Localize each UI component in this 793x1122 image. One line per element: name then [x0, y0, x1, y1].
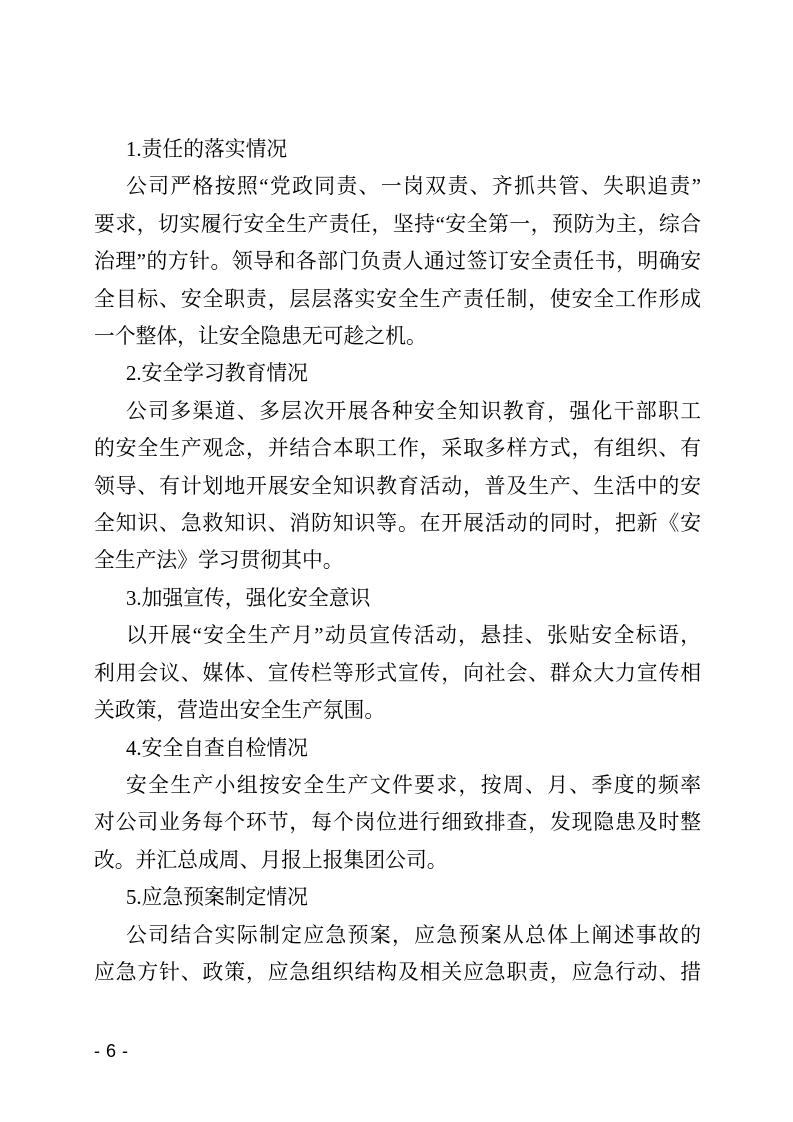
- body-paragraph: [94, 617, 701, 729]
- text-line: 4.安全自查自检情况: [126, 736, 308, 760]
- text-line: 公司结合实际制定应急预案，应急预案从总体上阐述事故的: [126, 923, 701, 947]
- text-line: 1.责任的落实情况: [126, 138, 288, 161]
- section-heading: [94, 580, 701, 617]
- text-line: 利用会议、媒体、宣传栏等形式宣传，向社会、群众大力宣传相: [94, 661, 701, 685]
- section-heading: [94, 355, 701, 392]
- text-line: 公司多渠道、多层次开展各种安全知识教育，强化干部职工: [126, 399, 701, 423]
- text-line: 全目标、安全职责，层层落实安全生产责任制，使安全工作形成: [94, 287, 701, 311]
- text-line: 全生产法》学习贯彻其中。: [94, 549, 344, 573]
- text-line: 以开展“安全生产月”动员宣传活动，悬挂、张贴安全标语，: [126, 624, 701, 648]
- section-heading: [94, 730, 701, 767]
- text-line: 要求，切实履行安全生产责任，坚持“安全第一，预防为主，综合: [94, 212, 701, 236]
- text-line: 应急方针、政策，应急组织结构及相关应急职责，应急行动、措: [94, 960, 701, 984]
- text-line: 2.安全学习教育情况: [126, 362, 308, 386]
- text-line: 的安全生产观念，并结合本职工作，采取多样方式，有组织、有: [94, 437, 701, 461]
- text-line: 治理”的方针。领导和各部门负责人通过签订安全责任书，明确安: [94, 250, 701, 274]
- text-line: 5.应急预案制定情况: [126, 886, 308, 910]
- text-line: 公司严格按照“党政同责、一岗双责、齐抓共管、失职追责”: [126, 175, 701, 199]
- text-line: 对公司业务每个环节，每个岗位进行细致排查，发现隐患及时整: [94, 811, 701, 835]
- body-paragraph: [94, 767, 701, 879]
- text-line: 3.加强宣传，强化安全意识: [126, 586, 371, 610]
- text-line: 关政策，营造出安全生产氛围。: [94, 699, 386, 723]
- body-paragraph: [94, 168, 701, 355]
- text-line: 安全生产小组按安全生产文件要求，按周、月、季度的频率: [126, 773, 701, 797]
- page-number: - 6 -: [94, 1041, 129, 1061]
- text-line: 改。并汇总成周、月报上报集团公司。: [94, 848, 448, 872]
- text-line: 领导、有计划地开展安全知识教育活动，普及生产、生活中的安: [94, 474, 701, 498]
- section-heading: [94, 879, 701, 916]
- section-heading: [94, 131, 701, 168]
- text-line: 全知识、急救知识、消防知识等。在开展活动的同时，把新《安: [94, 512, 701, 536]
- body-paragraph: [94, 393, 701, 580]
- text-line: 一个整体，让安全隐患无可趁之机。: [94, 325, 427, 349]
- body-paragraph: [94, 917, 701, 992]
- document-content: [94, 131, 701, 991]
